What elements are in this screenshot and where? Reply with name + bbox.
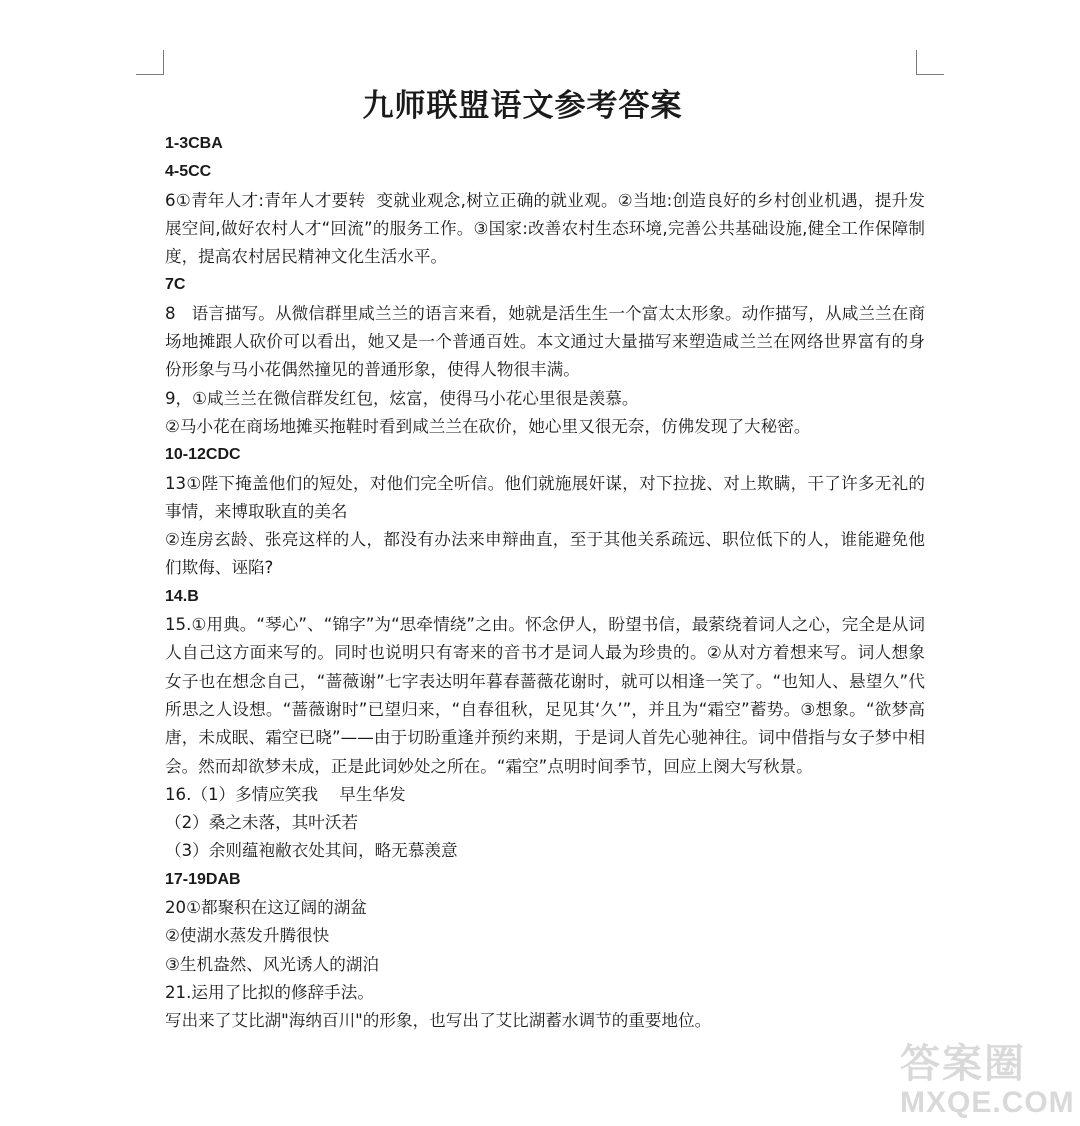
answer-line: 14.B [165, 587, 199, 605]
answer-line: 1-3CBA [165, 135, 223, 152]
answer-paragraph: ②连房玄龄、张亮这样的人，都没有办法来申辩曲直，至于其他关系疏远、职位低下的人，谁能避免他们欺侮、诬陷? [165, 530, 925, 578]
answer-paragraph: 15.①用典。“琴心”、“锦字”为“思牵情绕”之由。怀念伊人，盼望书信，最萦绕着词人之心，完全是从词人自己这方面来写的。同时也说明只有寄来的音书才是词人最为珍贵的。②从对方着想来写。词人想象女子也在想念自己，“蔷薇谢”七字表达明年暮春蔷薇花谢时，就可以相逢一笑了。“也知人、悬望久”代所思之人设想。“蔷薇谢时”已望归来，“自春徂秋，足见其‘久’”，并且为“霜空”蓄势。③想象。“欲梦高唐，未成眠、霜空已晓”——由于切盼重逢并预约来期，于是词人首先心驰神往。词中借指与女子梦中相会。然而却欲梦未成，正是此词妙处之所在。“霜空”点明时间季节，回应上阕大写秋景。 [165, 615, 925, 776]
answer-paragraph: 6①青年人才:青年人才要转 变就业观念,树立正确的就业观。②当地:创造良好的乡村创业机遇，提升发展空间,做好农村人才“回流”的服务工作。③国家:改善农村生态环境,完善公共基础设施,健全工作保障制度，提高农村居民精神文化生活水平。 [165, 190, 925, 267]
answer-paragraph: ③生机盎然、风光诱人的湖泊 [165, 954, 380, 974]
answer-paragraph: 20①都聚积在这辽阔的湖盆 [165, 898, 367, 918]
answer-paragraph: ②使湖水蒸发升腾很快 [165, 926, 330, 946]
watermark [890, 1026, 1080, 1126]
answer-line: 7C [165, 276, 186, 294]
watermark-url: MXQE.COM [900, 1086, 1075, 1119]
answer-paragraph: 16.（1）多情应笑我 早生华发 [165, 784, 406, 804]
answer-line: 10-12CDC [165, 446, 241, 464]
answer-paragraph: （3）余则蕴袍敝衣处其间，略无慕羡意 [165, 841, 458, 861]
answer-paragraph: 13①陛下掩盖他们的短处，对他们完全听信。他们就施展奸谋，对下拉拢、对上欺瞒，干了许多无礼的事情，来博取耿直的美名 [165, 473, 925, 521]
crop-mark-top-right [916, 50, 944, 75]
answer-line: 17-19DAB [165, 870, 241, 888]
answer-paragraph: 写出来了艾比湖"海纳百川"的形象，也写出了艾比湖蓄水调节的重要地位。 [165, 1011, 712, 1031]
answer-paragraph: 21.运用了比拟的修辞手法。 [165, 982, 374, 1002]
answer-line: 4-5CC [165, 163, 212, 181]
answer-paragraph: （2）桑之未落，其叶沃若 [165, 813, 359, 833]
crop-mark-top-left [136, 50, 164, 75]
watermark-logo: 答案圈 [900, 1041, 1026, 1087]
answer-paragraph: 9，①咸兰兰在微信群发红包，炫富，使得马小花心里很是羡慕。 [165, 388, 639, 408]
answer-paragraph: 8 语言描写。从微信群里咸兰兰的语言来看，她就是活生生一个富太太形象。动作描写，从咸兰兰在商场地摊跟人砍价可以看出，她又是一个普通百姓。本文通过大量描写来塑造咸兰兰在网络世界富有的身份形象与马小花偶然撞见的普通形象，使得人物很丰满。 [165, 303, 925, 380]
answer-body [165, 130, 925, 1036]
answer-paragraph: ②马小花在商场地摊买拖鞋时看到咸兰兰在砍价，她心里又很无奈，仿佛发现了大秘密。 [165, 416, 811, 436]
document-title: 九师联盟语文参考答案 [362, 88, 683, 124]
